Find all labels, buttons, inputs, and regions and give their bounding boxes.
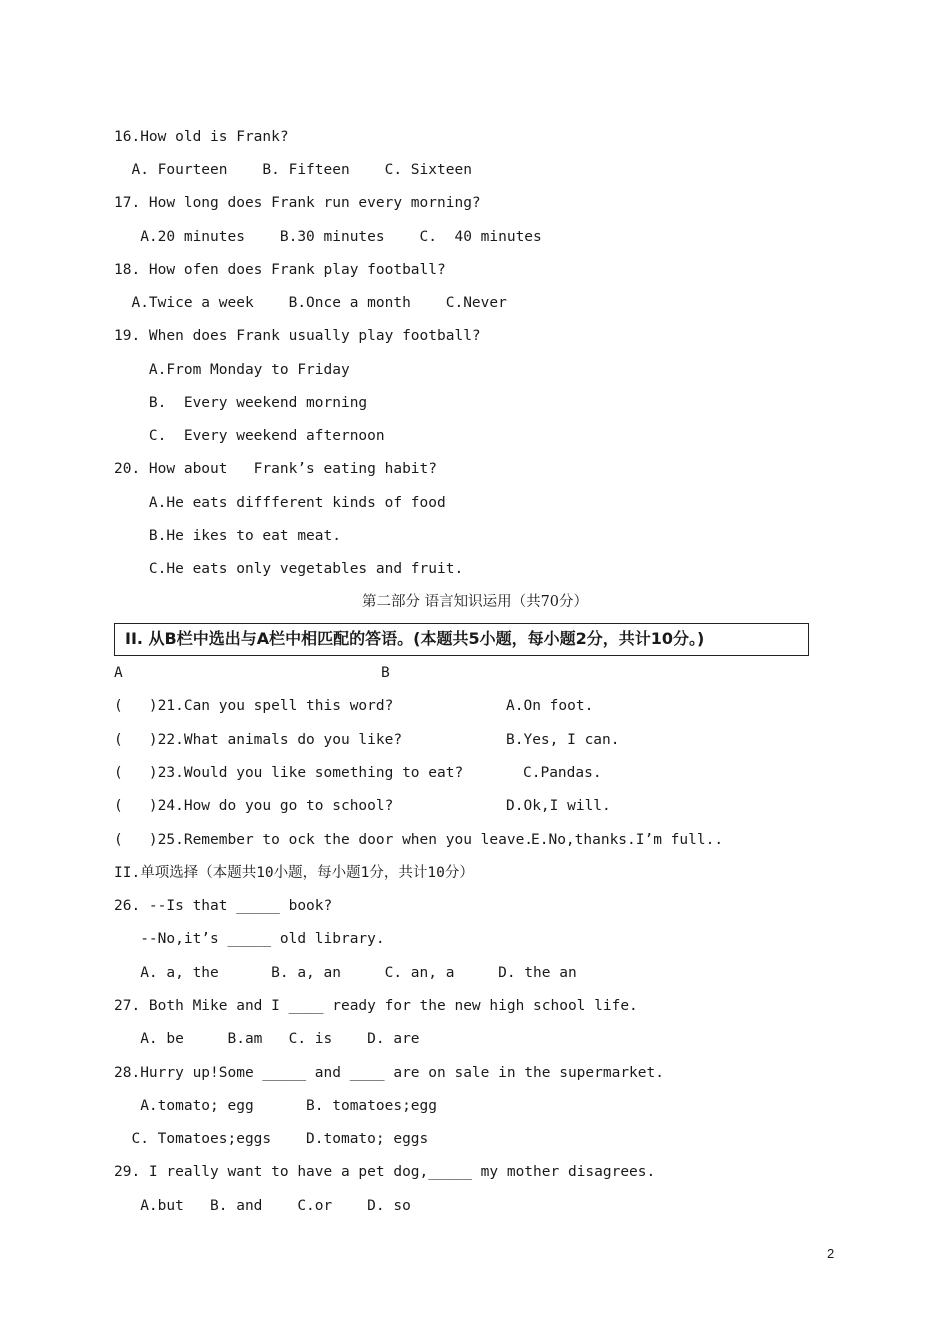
question-16: 16.How old is Frank? (114, 129, 289, 145)
question-26-line2: --No,it’s _____ old library. (114, 931, 385, 947)
question-28-options-ab: A.tomato; egg B. tomatoes;egg (114, 1098, 438, 1114)
match-row-24-a: ( )24.How do you go to school? (114, 798, 394, 814)
question-27-options: A. be B.am C. is D. are (114, 1031, 420, 1047)
question-20-option-a: A.He eats diffferent kinds of food (114, 495, 446, 511)
match-row-22-b: B.Yes, I can. (506, 732, 620, 748)
match-row-25-a: ( )25.Remember to ock the door when you leave. (114, 832, 534, 848)
question-19-option-a: A.From Monday to Friday (114, 362, 350, 378)
question-20: 20. How about Frank’s eating habit? (114, 461, 438, 477)
question-26-options: A. a, the B. a, an C. an, a D. the an (114, 965, 577, 981)
question-17-options: A.20 minutes B.30 minutes C. 40 minutes (114, 229, 542, 245)
section-single-title: II.单项选择（本题共10小题，每小题1分，共计10分） (114, 865, 474, 881)
question-28: 28.Hurry up!Some _____ and ____ are on sale in the supermarket. (114, 1065, 664, 1081)
section-match-title: II. 从B栏中选出与A栏中相匹配的答语。(本题共5小题，每小题2分，共计10分。) (114, 623, 809, 656)
question-19-option-c: C. Every weekend afternoon (114, 428, 385, 444)
question-20-option-b: B.He ikes to eat meat. (114, 528, 341, 544)
question-18-options: A.Twice a week B.Once a month C.Never (114, 295, 507, 311)
question-19-option-b: B. Every weekend morning (114, 395, 368, 411)
match-row-24-b: D.Ok,I will. (506, 798, 611, 814)
question-29-options: A.but B. and C.or D. so (114, 1198, 411, 1214)
question-28-options-cd: C. Tomatoes;eggs D.tomato; eggs (114, 1131, 429, 1147)
part2-heading: 第二部分 语言知识运用（共70分） (361, 594, 589, 610)
match-row-21-a: ( )21.Can you spell this word? (114, 698, 394, 714)
question-16-options: A. Fourteen B. Fifteen C. Sixteen (114, 162, 472, 178)
page-number: 2 (827, 1246, 835, 1261)
match-row-22-a: ( )22.What animals do you like? (114, 732, 403, 748)
question-20-option-c: C.He eats only vegetables and fruit. (114, 561, 464, 577)
question-27: 27. Both Mike and I ____ ready for the new high school life. (114, 998, 638, 1014)
column-b-header: B (381, 665, 390, 681)
match-row-25-b: E.No,thanks.I’m full.. (531, 832, 724, 848)
question-19: 19. When does Frank usually play football? (114, 328, 481, 344)
match-row-21-b: A.On foot. (506, 698, 594, 714)
question-26: 26. --Is that _____ book? (114, 898, 333, 914)
column-a-header: A (114, 665, 123, 681)
question-18: 18. How ofen does Frank play football? (114, 262, 446, 278)
match-row-23-a: ( )23.Would you like something to eat? (114, 765, 464, 781)
question-17: 17. How long does Frank run every morning? (114, 195, 481, 211)
match-row-23-b: C.Pandas. (523, 765, 602, 781)
question-29: 29. I really want to have a pet dog,_____ my mother disagrees. (114, 1164, 656, 1180)
